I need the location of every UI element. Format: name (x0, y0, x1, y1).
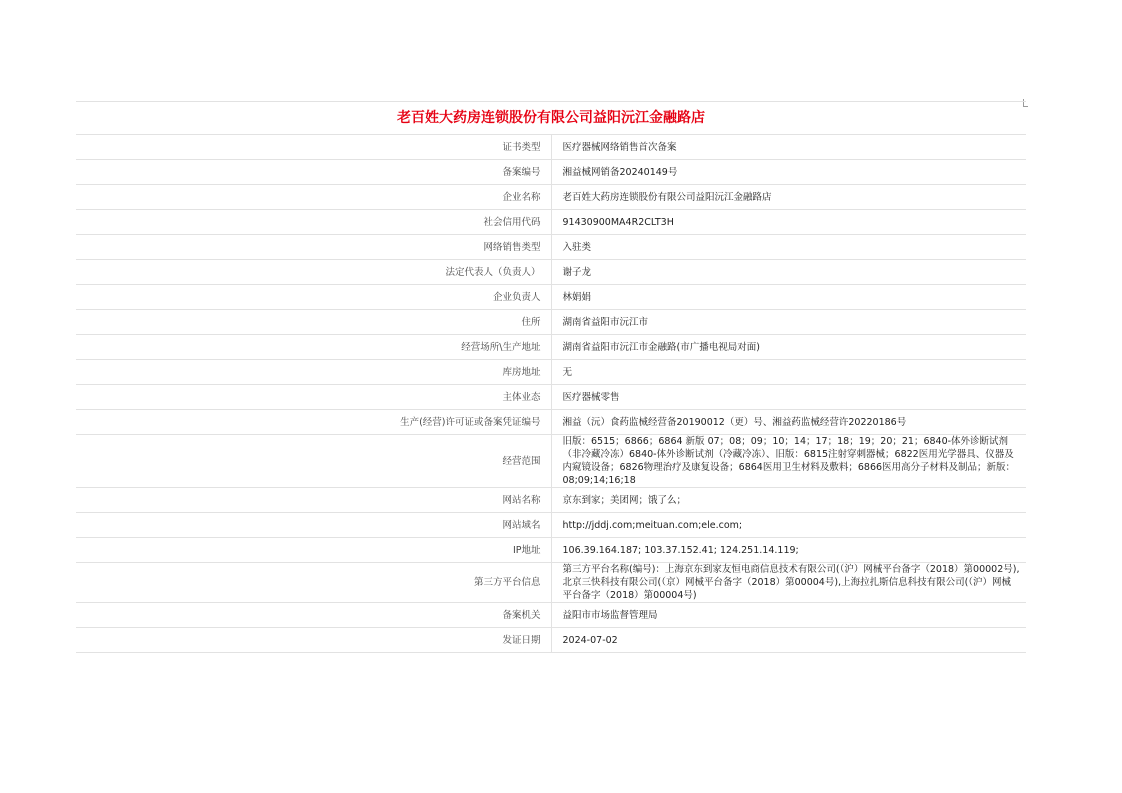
row-value: 91430900MA4R2CLT3H (551, 210, 1026, 235)
row-third-party-platform (76, 563, 1026, 603)
row-warehouse-address (76, 360, 1026, 385)
row-value: 2024-07-02 (551, 628, 1026, 653)
row-business-scope (76, 435, 1026, 488)
row-website-domain (76, 513, 1026, 538)
row-company-name (76, 185, 1026, 210)
row-value: 湘益（沅）食药监械经营备20190012（更）号、湘益药监械经营许20220186号 (551, 410, 1026, 435)
row-label: 经营范围 (76, 435, 551, 488)
title-row (76, 102, 1026, 135)
row-value: 湖南省益阳市沅江市金融路(市广播电视局对面) (551, 335, 1026, 360)
row-legal-representative (76, 260, 1026, 285)
row-record-authority (76, 603, 1026, 628)
row-value: 第三方平台名称(编号)：上海京东到家友恒电商信息技术有限公司(（沪）网械平台备字（2018）第00002号),北京三快科技有限公司(（京）网械平台备字（2018）第00004号),上海拉扎斯信息科技有限公司(（沪）网械平台备字（2018）第00004号) (551, 563, 1026, 603)
row-label: 企业负责人 (76, 285, 551, 310)
row-label: 网络销售类型 (76, 235, 551, 260)
row-label: 发证日期 (76, 628, 551, 653)
row-value: 旧版：6515；6866；6864 新版 07；08；09；10；14；17；18；19；20；21；6840-体外诊断试剂（非冷藏冷冻）6840-体外诊断试剂（冷藏冷冻）、旧版：6815注射穿刺器械；6822医用光学器具、仪器及内窥镜设备；6826物理治疗及康复设备；6864医用卫生材料及敷料；6866医用高分子材料及制品；新版：08;09;14;16;18 (551, 435, 1026, 488)
row-value: 谢子龙 (551, 260, 1026, 285)
row-value: 林娟娟 (551, 285, 1026, 310)
row-label: 生产(经营)许可证或备案凭证编号 (76, 410, 551, 435)
row-label: 备案编号 (76, 160, 551, 185)
row-business-address (76, 335, 1026, 360)
row-ip-address (76, 538, 1026, 563)
row-website-name (76, 488, 1026, 513)
row-label: 经营场所\生产地址 (76, 335, 551, 360)
row-issue-date (76, 628, 1026, 653)
row-label: 企业名称 (76, 185, 551, 210)
row-label: 住所 (76, 310, 551, 335)
row-label: 证书类型 (76, 135, 551, 160)
row-sales-type (76, 235, 1026, 260)
row-value: 京东到家；美团网；饿了么； (551, 488, 1026, 513)
row-label: 第三方平台信息 (76, 563, 551, 603)
row-label: 网站名称 (76, 488, 551, 513)
row-label: IP地址 (76, 538, 551, 563)
row-record-number (76, 160, 1026, 185)
row-value: 益阳市市场监督管理局 (551, 603, 1026, 628)
row-business-format (76, 385, 1026, 410)
row-label: 法定代表人（负责人） (76, 260, 551, 285)
row-value: 老百姓大药房连锁股份有限公司益阳沅江金融路店 (551, 185, 1026, 210)
row-label: 网站域名 (76, 513, 551, 538)
row-credit-code (76, 210, 1026, 235)
certificate-table (76, 101, 1026, 653)
row-label: 备案机关 (76, 603, 551, 628)
row-residence (76, 310, 1026, 335)
row-certificate-type (76, 135, 1026, 160)
row-value: http://jddj.com;meituan.com;ele.com; (551, 513, 1026, 538)
row-value: 医疗器械网络销售首次备案 (551, 135, 1026, 160)
row-value: 湘益械网销备20240149号 (551, 160, 1026, 185)
row-value: 无 (551, 360, 1026, 385)
row-value: 湖南省益阳市沅江市 (551, 310, 1026, 335)
row-company-manager (76, 285, 1026, 310)
row-label: 主体业态 (76, 385, 551, 410)
certificate-title: 老百姓大药房连锁股份有限公司益阳沅江金融路店 (76, 102, 1026, 135)
row-value: 入驻类 (551, 235, 1026, 260)
row-label: 社会信用代码 (76, 210, 551, 235)
row-label: 库房地址 (76, 360, 551, 385)
row-value: 106.39.164.187; 103.37.152.41; 124.251.14.119; (551, 538, 1026, 563)
row-value: 医疗器械零售 (551, 385, 1026, 410)
row-license-number (76, 410, 1026, 435)
